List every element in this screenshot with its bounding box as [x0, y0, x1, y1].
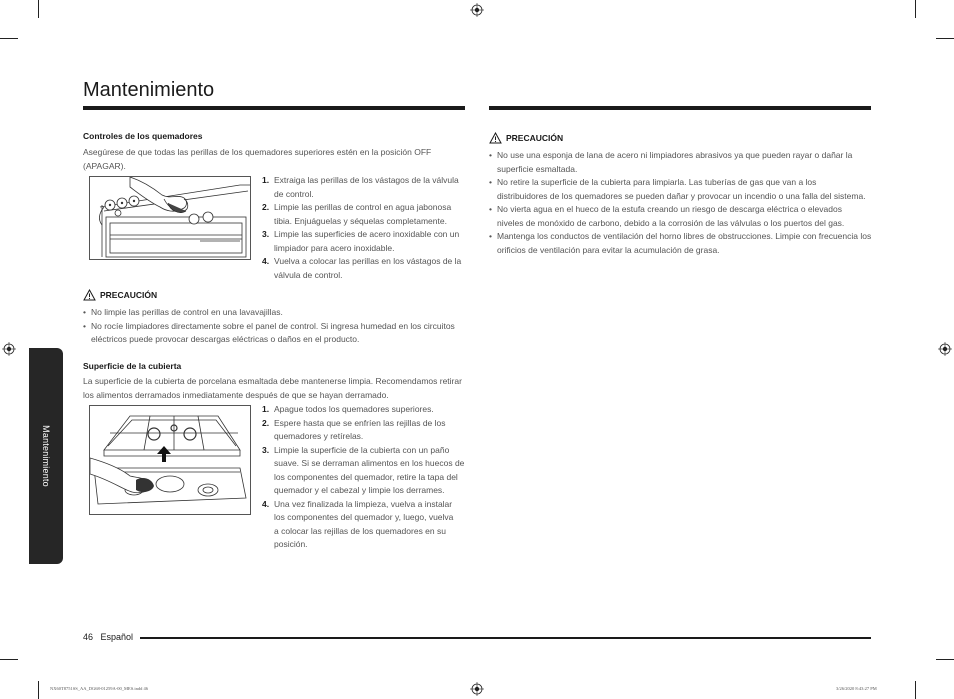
caution-heading: PRECAUCIÓN: [83, 289, 157, 301]
list-item: 3. Limpie las superficies de acero inoxidable con un limpiador para acero inoxidable.: [262, 229, 460, 253]
list-item: • No limpie las perillas de control en una lavavajillas.: [83, 306, 468, 320]
left-title-rule: [83, 106, 465, 110]
crop-mark: [0, 659, 18, 660]
section-side-tab: [29, 348, 63, 564]
crop-mark: [0, 38, 18, 39]
footer-rule: [140, 637, 871, 639]
crop-mark: [38, 0, 39, 18]
warning-triangle-icon: [83, 289, 96, 301]
crop-mark: [915, 681, 916, 699]
caution-list: [83, 306, 468, 347]
registration-mark-icon: [470, 3, 484, 17]
page-title: Mantenimiento: [83, 79, 215, 101]
crop-mark: [38, 681, 39, 699]
registration-mark-icon: [470, 682, 484, 696]
list-item: • No use una esponja de lana de acero ni limpiadores abrasivos ya que pueden rayar o dañar la superficie esmaltada.: [489, 149, 874, 176]
right-title-rule: [489, 106, 871, 110]
cooktop-intro: La superficie de la cubierta de porcelana esmaltada debe mantenerse limpia. Recomendamos retirar los alimentos derramados inmediatamente después de que se hayan derramado.: [83, 376, 462, 400]
control-knobs-illustration: [89, 176, 251, 260]
print-date-slug: 3/26/2020 8:43:27 PM: [836, 686, 877, 691]
print-file-slug: NX60T8751SS_AA_DG68-01259A-00_MES.indd 46: [50, 686, 149, 691]
list-item: 1. Apague todos los quemadores superiores.: [262, 404, 434, 414]
burner-controls-intro: Asegúrese de que todas las perillas de los quemadores superiores estén en la posición OFF (APAGAR).: [83, 147, 432, 171]
list-item: 1. Extraiga las perillas de los vástagos de la válvula de control.: [262, 175, 459, 199]
list-item: • No rocíe limpiadores directamente sobre el panel de control. Si ingresa humedad en los circuitos eléctricos puede provocar descargas eléctricas o daños en el producto.: [83, 320, 468, 347]
registration-mark-icon: [938, 342, 952, 356]
warning-triangle-icon: [489, 132, 502, 144]
list-item: • No vierta agua en el hueco de la estufa creando un riesgo de descarga eléctrica o elevados niveles de monóxido de carbono, debido a la corrosión de las válvulas o los puertos del gas.: [489, 203, 874, 230]
list-item: 4. Vuelva a colocar las perillas en los vástagos de la válvula de control.: [262, 256, 462, 280]
list-item: 2. Espere hasta que se enfríen las rejillas de los quemadores y retírelas.: [262, 417, 446, 441]
burner-controls-steps: [262, 174, 468, 282]
cooktop-steps: [262, 403, 468, 552]
crop-mark: [936, 659, 954, 660]
burner-controls-heading: Controles de los quemadores: [83, 131, 203, 141]
crop-mark: [915, 0, 916, 18]
list-item: 2. Limpie las perillas de control en agua jabonosa tibia. Enjuáguelas y séquelas completamente.: [262, 202, 452, 226]
list-item: 3. Limpie la superficie de la cubierta con un paño suave. Si se derraman alimentos en los huecos de los componentes del quemador, retire la tapa del quemador y el cabezal y limpie los derrames.: [262, 444, 465, 495]
footer-language: Español: [100, 632, 134, 642]
list-item: • No retire la superficie de la cubierta para limpiarla. Las tuberías de gas que van a los distribuidores de los quemadores se pueden dañar y provocar un incendio o una falla del sistema.: [489, 176, 874, 203]
crop-mark: [936, 38, 954, 39]
list-item: 4. Una vez finalizada la limpieza, vuelva a instalar los componentes del quemador y, luego, vuelva a colocar las rejillas de los quemadores en su posición.: [262, 498, 454, 549]
side-tab-label: Mantenimiento: [41, 425, 51, 487]
right-caution-heading: PRECAUCIÓN: [489, 132, 563, 144]
cooktop-heading: Superficie de la cubierta: [83, 361, 182, 371]
list-item: • Mantenga los conductos de ventilación del horno libres de obstrucciones. Limpie con frecuencia los orificios de ventilación para evitar la acumulación de grasa.: [489, 230, 874, 257]
right-caution-list: [489, 149, 874, 257]
registration-mark-icon: [2, 342, 16, 356]
page-footer: [83, 632, 133, 642]
page-number: 46: [83, 632, 94, 642]
cooktop-cleaning-illustration: [89, 405, 251, 515]
